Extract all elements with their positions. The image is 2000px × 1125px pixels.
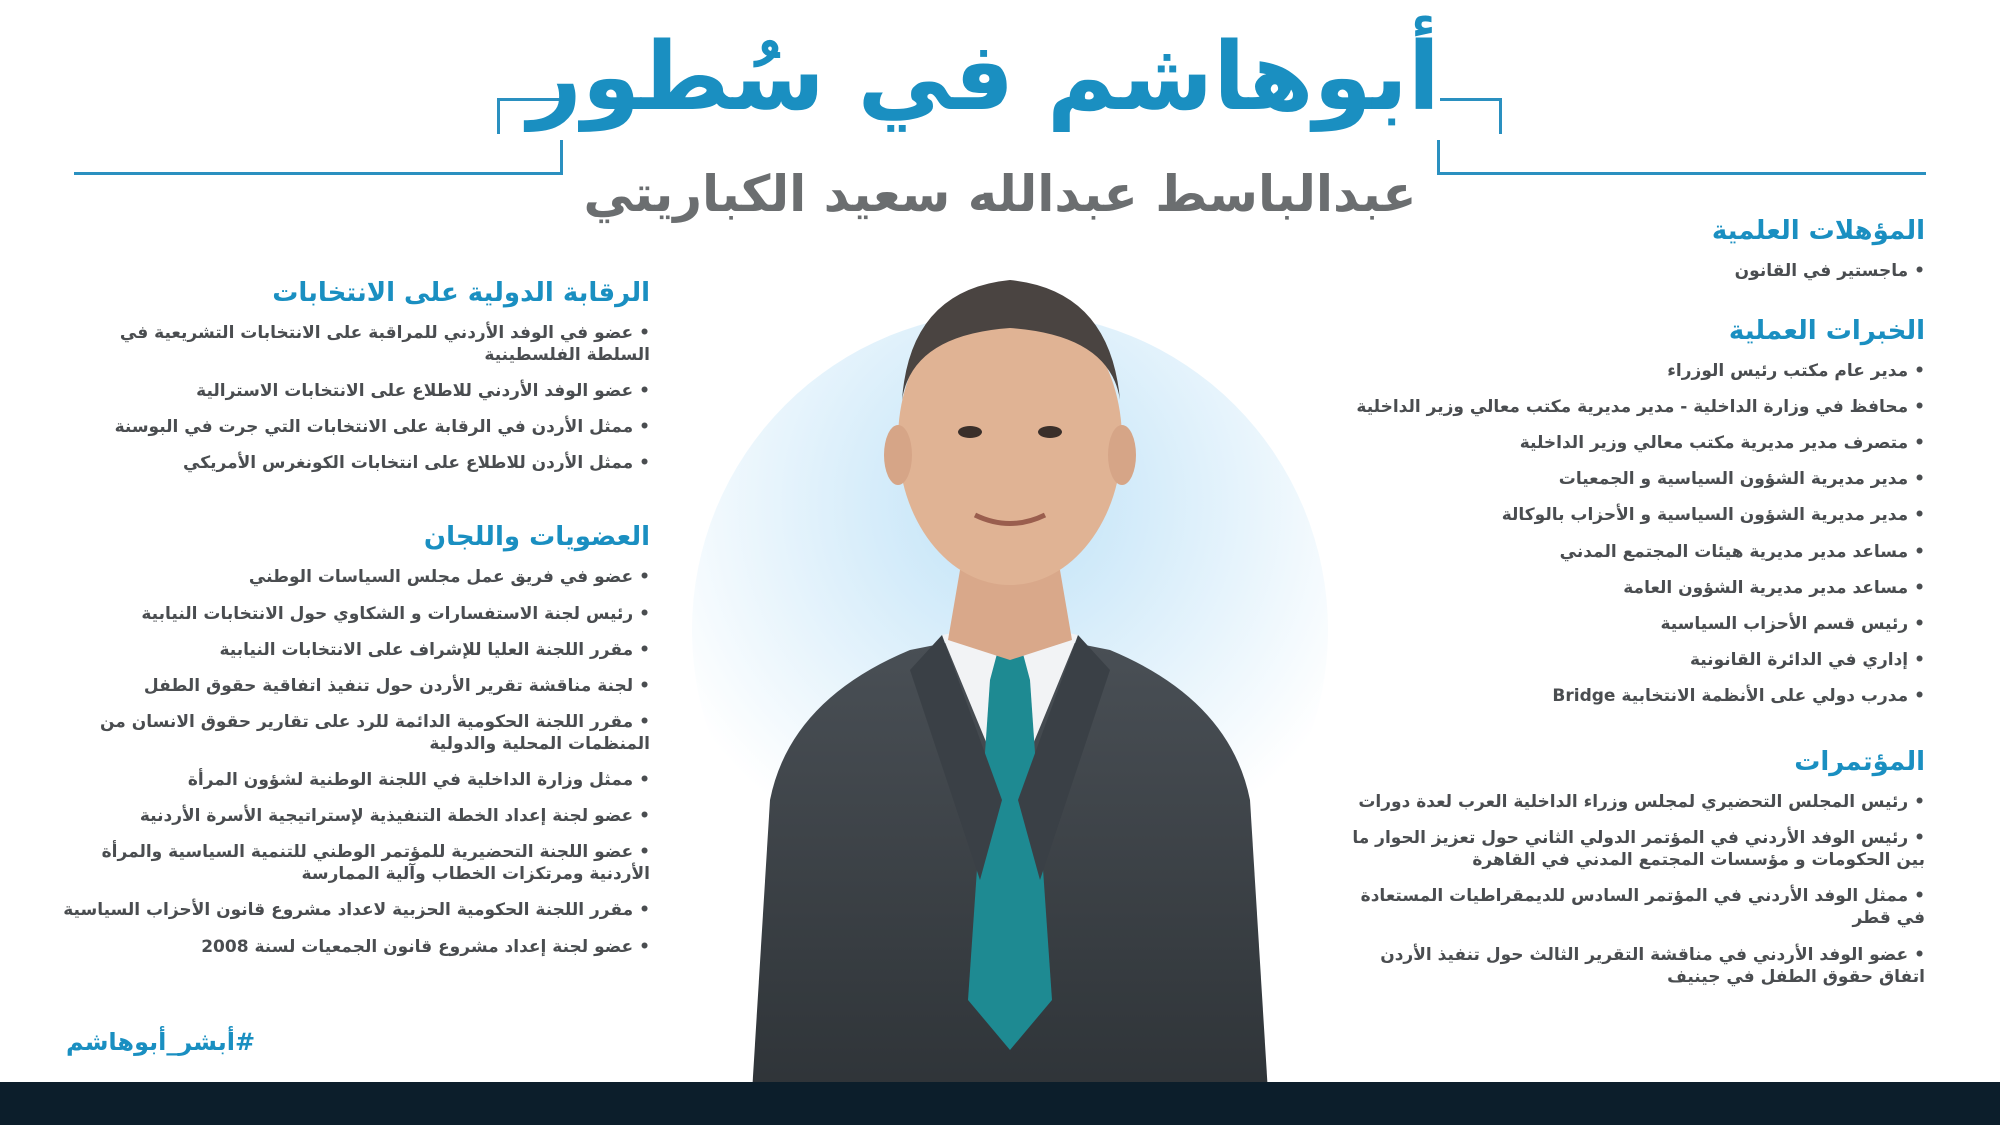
section-title: العضويات واللجان	[423, 522, 650, 553]
list-item: •مساعد مدير مديرية هيئات المجتمع المدني	[1559, 541, 1925, 562]
right-long-rule	[1437, 172, 1926, 175]
page-title: أبوهاشم في سُطور	[527, 23, 1440, 132]
section-election-monitoring	[60, 278, 650, 474]
list-item: •مدير عام مكتب رئيس الوزراء	[1667, 361, 1925, 382]
left-column	[60, 278, 650, 972]
section-experience	[1350, 316, 1925, 707]
list-item: •رئيس لجنة الاستفسارات و الشكاوي حول الانتخابات النيابية	[141, 603, 650, 624]
list-item: •ممثل الوفد الأردني في المؤتمر السادس للديمقراطيات المستعادة في قطر	[1360, 886, 1925, 929]
list-item: •مدرب دولي على الأنظمة الانتخابية Bridge	[1552, 685, 1925, 706]
section-title: الخبرات العملية	[1728, 316, 1925, 347]
list-item: •عضو الوفد الأردني في مناقشة التقرير الثالث حول تنفيذ الأردن اتفاق حقوق الطفل في جينيف	[1380, 944, 1925, 987]
footer-bar	[0, 1082, 2000, 1125]
list-item: •ممثل الأردن في الرقابة على الانتخابات التي جرت في البوسنة	[114, 417, 650, 438]
left-long-rule	[74, 172, 563, 175]
list-item: •رئيس قسم الأحزاب السياسية	[1660, 613, 1925, 634]
list-item: •عضو الوفد الأردني للاطلاع على الانتخابات الاسترالية	[196, 381, 650, 402]
left-eye	[958, 426, 982, 438]
list-item: •مساعد مدير مديرية الشؤون العامة	[1623, 577, 1925, 598]
left-ear	[884, 425, 912, 485]
right-ear	[1108, 425, 1136, 485]
right-bracket-drop	[1499, 98, 1502, 134]
right-eye	[1038, 426, 1062, 438]
section-memberships-committees	[60, 522, 650, 957]
list-item: •رئيس الوفد الأردني في المؤتمر الدولي الثاني حول تعزيز الحوار ما بين الحكومات و مؤسسات المجتمع المدني في القاهرة	[1352, 828, 1925, 871]
list-item: •ماجستير في القانون	[1734, 261, 1925, 281]
list-item: •رئيس المجلس التحضيري لمجلس وزراء الداخلية العرب لعدة دورات	[1358, 792, 1925, 813]
list-item: •عضو في الوفد الأردني للمراقبة على الانتخابات التشريعية في السلطة الفلسطينية	[119, 323, 650, 366]
list-item: •ممثل الأردن للاطلاع على انتخابات الكونغرس الأمريكي	[183, 453, 650, 474]
list-item: •عضو لجنة إعداد مشروع قانون الجمعيات لسنة 2008	[201, 936, 650, 957]
list-item: •عضو لجنة إعداد الخطة التنفيذية لإستراتيجية الأسرة الأردنية	[139, 806, 650, 827]
section-title: المؤتمرات	[1794, 747, 1925, 778]
left-bracket-drop	[497, 98, 500, 134]
section-qualifications	[1350, 216, 1925, 282]
list-item: •عضو في فريق عمل مجلس السياسات الوطني	[248, 567, 650, 588]
section-title: الرقابة الدولية على الانتخابات	[272, 278, 650, 308]
list-item: •متصرف مدير مديرية مكتب معالي وزير الداخلية	[1519, 433, 1925, 454]
list-item: •مدير مديرية الشؤون السياسية و الأحزاب بالوكالة	[1501, 505, 1925, 526]
person-name: عبدالباسط عبدالله سعيد الكباريتي	[583, 165, 1417, 223]
list-item: •مقرر اللجنة العليا للإشراف على الانتخابات النيابية	[219, 639, 650, 660]
right-bracket-top	[1440, 98, 1502, 101]
portrait-photo	[680, 240, 1340, 1125]
list-item: •مقرر اللجنة الحكومية الدائمة للرد على تقارير حقوق الانسان من المنظمات المحلية والدولية	[100, 711, 650, 754]
list-item: •عضو اللجنة التحضيرية للمؤتمر الوطني للتنمية السياسية والمرأة الأردنية ومرتكزات الخطاب وآلية الممارسة	[101, 842, 650, 885]
list-item: •إداري في الدائرة القانونية	[1689, 649, 1925, 670]
list-item: •ممثل وزارة الداخلية في اللجنة الوطنية لشؤون المرأة	[187, 770, 650, 791]
section-conferences	[1350, 747, 1925, 988]
list-item: •مدير مديرية الشؤون السياسية و الجمعيات	[1558, 469, 1925, 490]
right-column	[1350, 216, 1925, 1002]
list-item: •محافظ في وزارة الداخلية - مدير مديرية مكتب معالي وزير الداخلية	[1356, 397, 1925, 418]
section-title: المؤهلات العلمية	[1711, 216, 1925, 246]
hashtag: #أبشر_أبوهاشم	[66, 1028, 256, 1056]
list-item: •مقرر اللجنة الحكومية الحزبية لاعداد مشروع قانون الأحزاب السياسية	[63, 900, 650, 921]
list-item: •لجنة مناقشة تقرير الأردن حول تنفيذ اتفاقية حقوق الطفل	[143, 675, 650, 696]
